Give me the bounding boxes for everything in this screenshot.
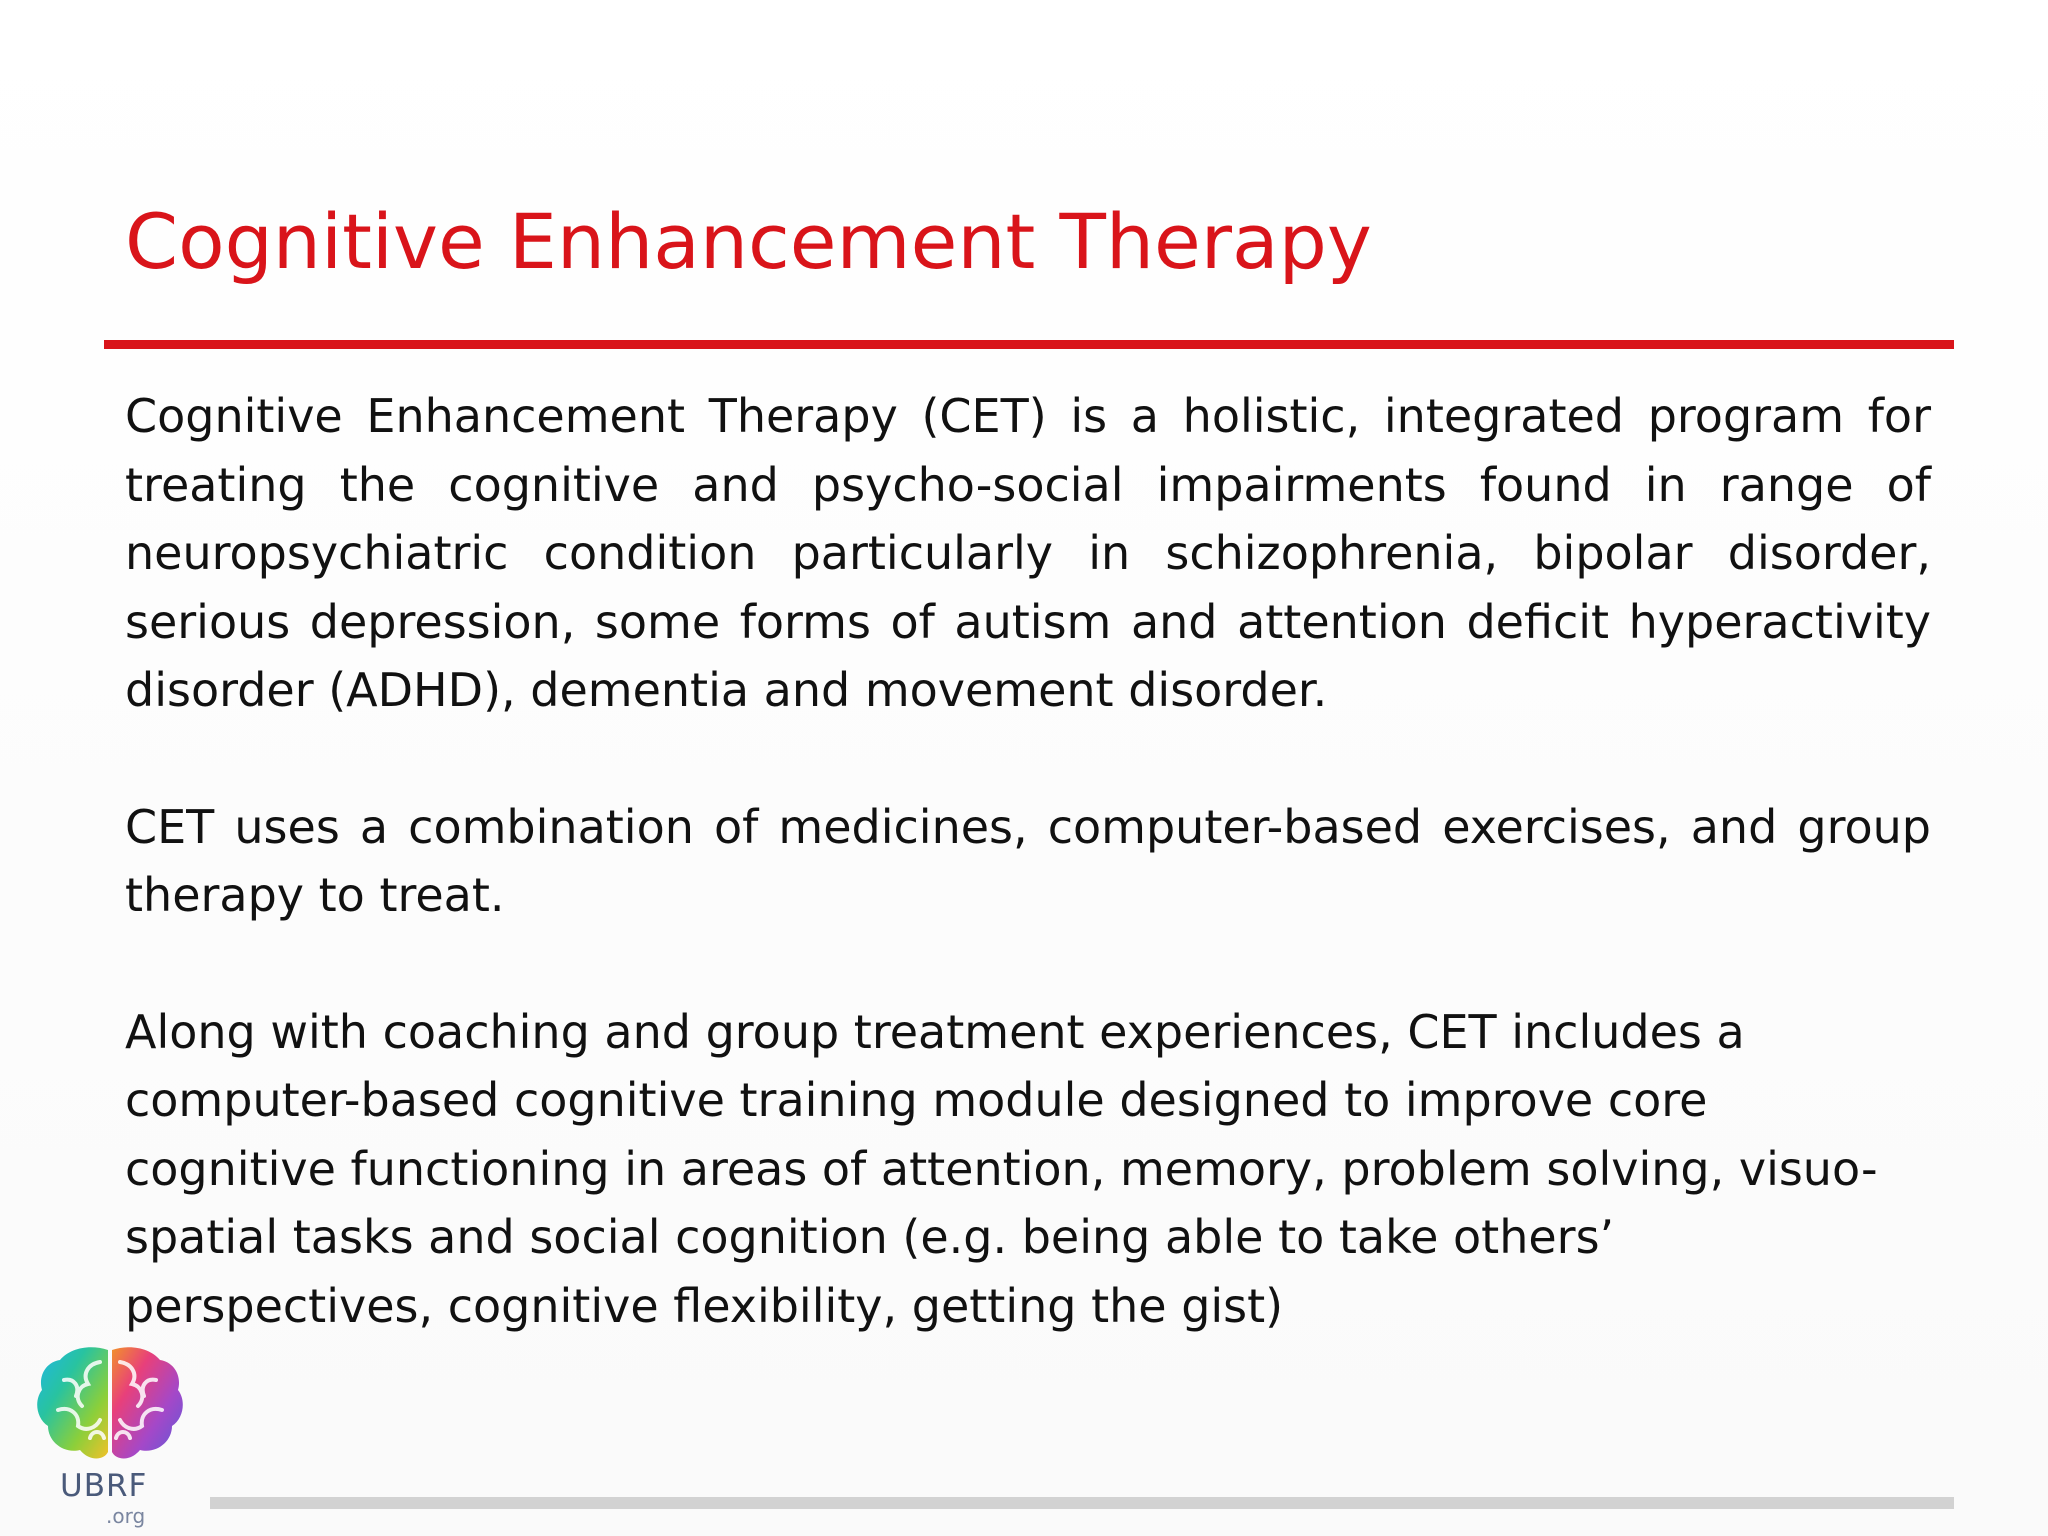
logo-domain: .org <box>106 1504 146 1528</box>
paragraph-cet-training: Along with coaching and group treatment experiences, CET includes a computer-based cognitive training module designed to improve core cognitive functioning in areas of attention, memory, problem solving, visuo-spatial tasks and social cognition (e.g. being able to take others’ perspectives, cognitive flexibility, getting the gist) <box>125 1004 1878 1333</box>
title-divider <box>104 340 1954 349</box>
logo-wordmark: UBRF <box>60 1468 148 1504</box>
slide-title: Cognitive Enhancement Therapy <box>125 197 1372 286</box>
paragraph-cet-methods: CET uses a combination of medicines, computer-based exercises, and group therapy to treat. <box>125 799 1931 922</box>
footer-divider <box>210 1497 1954 1509</box>
brain-icon <box>30 1340 190 1470</box>
ubrf-logo <box>30 1340 190 1530</box>
slide-body <box>125 382 1931 1340</box>
paragraph-cet-definition: Cognitive Enhancement Therapy (CET) is a holistic, integrated program for treating the cognitive and psycho-social impairments found in range of neuropsychiatric condition particularly in schizophrenia, bipolar disorder, serious depression, some forms of autism and attention deficit hyperactivity disorder (ADHD), dementia and movement disorder. <box>125 389 1931 717</box>
